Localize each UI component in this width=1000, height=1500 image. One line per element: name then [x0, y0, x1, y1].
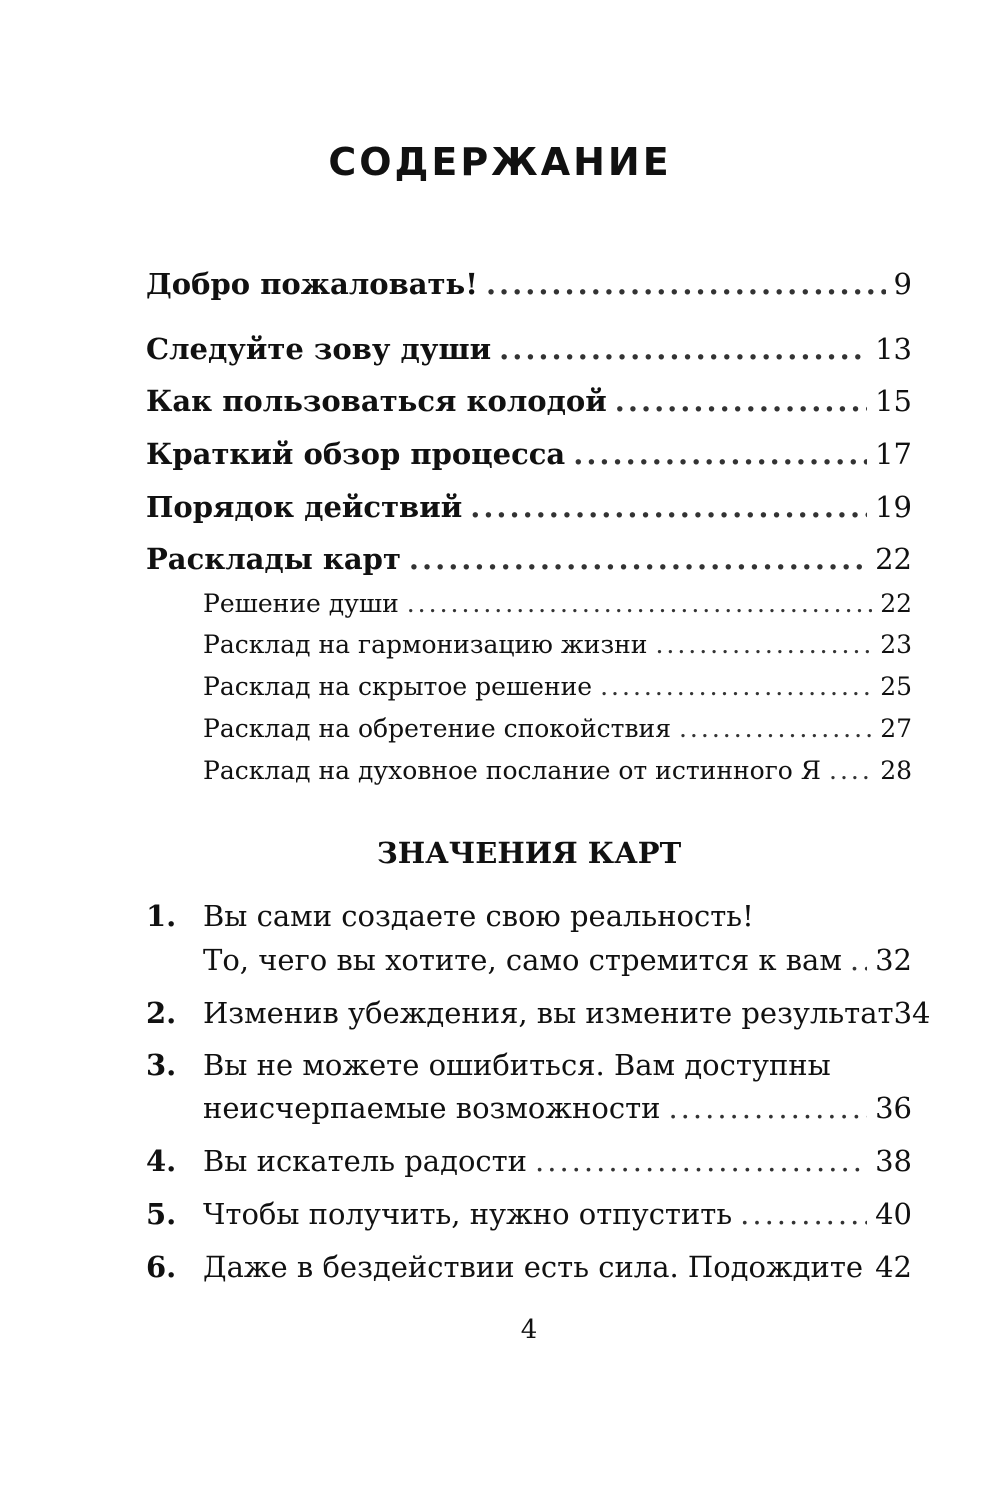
card-number: 1. — [146, 899, 177, 933]
toc-entry-page: 15 — [875, 384, 912, 418]
toc-entry-page: 22 — [875, 542, 912, 576]
toc-entry[interactable] — [146, 385, 912, 418]
page-title: СОДЕРЖАНИЕ — [328, 140, 672, 184]
card-entry[interactable] — [146, 1251, 912, 1284]
toc-entry[interactable] — [146, 491, 912, 524]
toc-subentry[interactable] — [203, 673, 912, 702]
toc-entry[interactable] — [146, 543, 912, 576]
toc-subentry-page: 22 — [880, 589, 912, 618]
leader-dots — [615, 385, 867, 418]
leader-dots — [850, 944, 867, 977]
leader-dots — [535, 1145, 867, 1178]
card-title-line2: неисчерпаемые возможности — [203, 1091, 661, 1125]
card-entry-continuation[interactable] — [203, 1092, 912, 1125]
leader-dots — [499, 333, 867, 366]
card-entry-continuation[interactable] — [203, 944, 912, 977]
toc-entry-label: Краткий обзор процесса — [146, 437, 566, 471]
leader-dots — [679, 715, 872, 744]
toc-entry[interactable] — [146, 268, 912, 301]
card-page: 34 — [893, 996, 931, 1030]
toc-entry-label: Следуйте зову души — [146, 332, 492, 366]
page-number: 4 — [520, 1315, 538, 1345]
card-entry[interactable] — [146, 900, 912, 933]
card-number: 3. — [146, 1048, 177, 1082]
toc-subentry-page: 27 — [880, 714, 912, 743]
toc-subentry-label: Расклад на скрытое решение — [203, 672, 593, 701]
toc-subentry-label: Расклад на духовное послание от истинного Я — [203, 756, 821, 785]
leader-dots — [486, 268, 886, 301]
card-entry[interactable] — [146, 1049, 912, 1082]
toc-subentry-page: 28 — [880, 756, 912, 785]
toc-subentry[interactable] — [203, 715, 912, 744]
card-title: Чтобы получить, нужно отпустить — [203, 1197, 733, 1231]
leader-dots — [600, 673, 872, 702]
toc-subentry-label: Расклад на гармонизацию жизни — [203, 630, 648, 659]
toc-entry-page: 13 — [875, 332, 912, 366]
card-title: Вы сами создаете свою реальность! — [203, 899, 754, 933]
card-entry[interactable] — [146, 1198, 912, 1231]
card-page: 32 — [875, 943, 912, 977]
section-title: ЗНАЧЕНИЯ КАРТ — [376, 836, 682, 870]
leader-dots — [740, 1198, 867, 1231]
toc-subentry[interactable] — [203, 631, 912, 660]
toc-subentry-page: 23 — [880, 630, 912, 659]
card-page: 36 — [875, 1091, 912, 1125]
toc-entry-label: Расклады карт — [146, 542, 401, 576]
card-page: 38 — [875, 1144, 912, 1178]
card-number: 4. — [146, 1144, 177, 1178]
card-title: Даже в бездействии есть сила. Подождите — [203, 1250, 864, 1284]
card-entry[interactable] — [146, 1145, 912, 1178]
leader-dots — [829, 757, 872, 786]
toc-entry-page: 9 — [893, 267, 912, 301]
leader-dots — [573, 438, 867, 471]
card-title: Вы искатель радости — [203, 1144, 528, 1178]
toc-entry-page: 19 — [875, 490, 912, 524]
leader-dots — [668, 1092, 867, 1125]
leader-dots — [409, 543, 867, 576]
toc-entry-label: Порядок действий — [146, 490, 463, 524]
card-page: 40 — [875, 1197, 912, 1231]
toc-subentry[interactable] — [203, 590, 912, 619]
toc-entry[interactable] — [146, 438, 912, 471]
toc-subentry[interactable] — [203, 757, 912, 786]
leader-dots — [655, 631, 872, 660]
toc-subentry-label: Решение души — [203, 589, 399, 618]
card-title: Вы не можете ошибиться. Вам доступны — [203, 1048, 831, 1082]
toc-subentry-page: 25 — [880, 672, 912, 701]
card-page: 42 — [875, 1250, 912, 1284]
card-number: 2. — [146, 996, 177, 1030]
toc-entry-label: Добро пожаловать! — [146, 267, 478, 301]
leader-dots — [407, 590, 872, 619]
card-title-line2: То, чего вы хотите, само стремится к вам — [203, 943, 842, 977]
leader-dots — [470, 491, 867, 524]
card-number: 5. — [146, 1197, 177, 1231]
toc-entry-page: 17 — [875, 437, 912, 471]
toc-entry-label: Как пользоваться колодой — [146, 384, 607, 418]
toc-subentry-label: Расклад на обретение спокойствия — [203, 714, 671, 743]
card-number: 6. — [146, 1250, 177, 1284]
toc-entry[interactable] — [146, 333, 912, 366]
card-title: Изменив убеждения, вы измените результат — [203, 996, 894, 1030]
card-entry[interactable] — [146, 996, 931, 1030]
